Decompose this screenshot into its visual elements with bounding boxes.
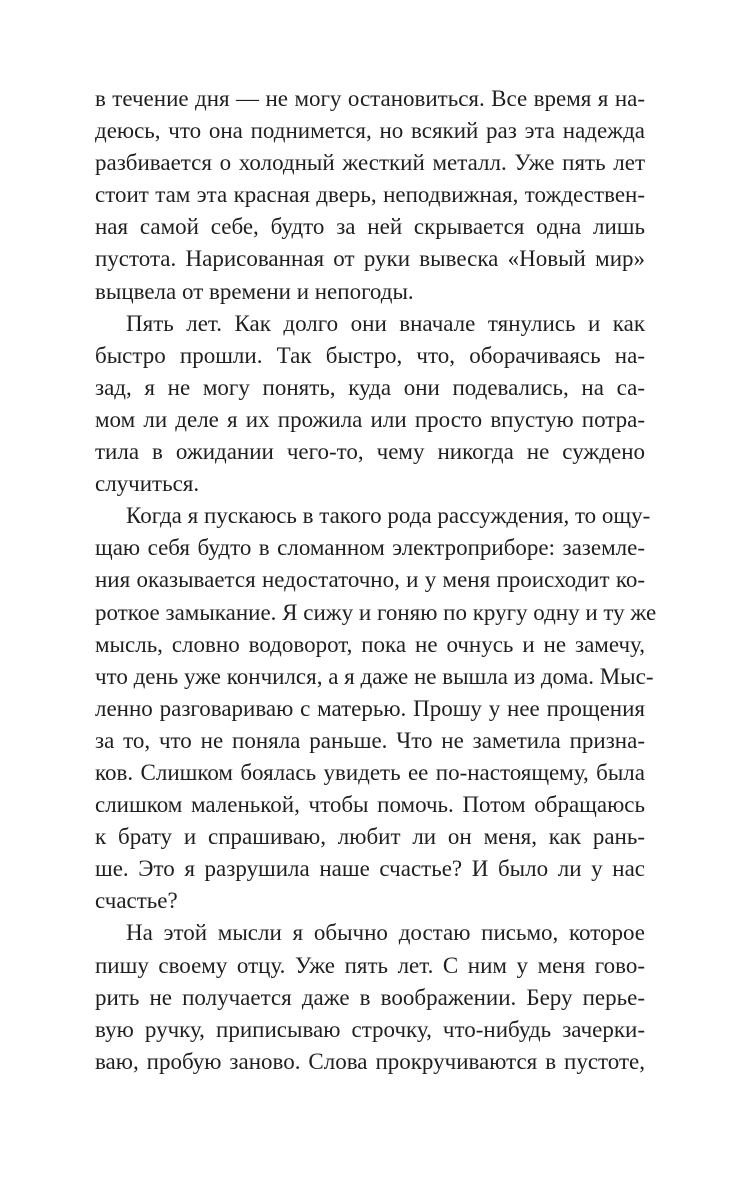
text-line: рить не получается даже в воображении. Беру перье-	[95, 984, 645, 1010]
text-line: Когда я пускаюсь в такого рода рассуждения, то ощу-	[126, 503, 651, 529]
text-line: ше. Это я разрушила наше счастье? И было ли у нас	[95, 856, 645, 882]
text-line: быстро прошли. Так быстро, что, оборачиваясь на-	[95, 342, 645, 368]
text-line: ная самой себе, будто за ней скрывается одна лишь	[95, 214, 645, 240]
book-page	[95, 83, 657, 1078]
text-line: щаю себя будто в сломанном электроприборе: заземле-	[95, 535, 645, 561]
text-line: роткое замыкание. Я сижу и гоняю по кругу одну и ту же	[95, 599, 657, 625]
text-line: выцвела от времени и непогоды.	[95, 278, 414, 304]
text-line: ленно разговариваю с матерью. Прошу у нее прощения	[95, 695, 645, 721]
text-line: ваю, пробую заново. Слова прокручиваются в пустоте,	[95, 1048, 645, 1074]
text-line: стоит там эта красная дверь, неподвижная, тождествен-	[95, 182, 645, 208]
text-line: пишу своему отцу. Уже пять лет. С ним у меня гово-	[95, 952, 645, 978]
text-line: На этой мысли я обычно достаю письмо, которое	[126, 920, 645, 946]
text-line: ков. Слишком боялась увидеть ее по-настоящему, была	[95, 759, 645, 785]
paragraph-4	[95, 917, 645, 1077]
text-line: слишком маленькой, чтобы помочь. Потом обращаюсь	[95, 792, 645, 818]
text-line: ния оказывается недостаточно, и у меня происходит ко-	[95, 567, 645, 593]
text-line: Пять лет. Как долго они вначале тянулись и как	[126, 310, 645, 336]
paragraph-2	[95, 308, 645, 501]
text-line: вую ручку, приписываю строчку, что-нибудь зачерки-	[95, 1016, 645, 1042]
text-line: счастье?	[95, 888, 178, 914]
paragraph-1	[95, 83, 645, 308]
text-line: зад, я не могу понять, куда они подевались, на са-	[95, 374, 645, 400]
text-line: в течение дня — не могу остановиться. Все время я на-	[95, 86, 645, 111]
text-line: за то, что не поняла раньше. Что не заметила призна-	[95, 727, 645, 753]
text-line: что день уже кончился, а я даже не вышла из дома. Мыс-	[95, 663, 654, 689]
text-line: деюсь, что она поднимется, но всякий раз эта надежда	[95, 118, 645, 144]
text-line: случиться.	[95, 471, 200, 497]
text-line: мысль, словно водоворот, пока не очнусь и не замечу,	[95, 631, 645, 657]
paragraph-3	[95, 500, 657, 917]
text-line: разбивается о холодный жесткий металл. Уже пять лет	[95, 150, 645, 176]
text-line: мом ли деле я их прожила или просто впустую потра-	[95, 406, 645, 432]
text-line: тила в ожидании чего-то, чему никогда не суждено	[95, 439, 645, 465]
text-line: пустота. Нарисованная от руки вывеска «Новый мир»	[95, 246, 645, 272]
text-line: к брату и спрашиваю, любит ли он меня, как рань-	[95, 824, 645, 850]
